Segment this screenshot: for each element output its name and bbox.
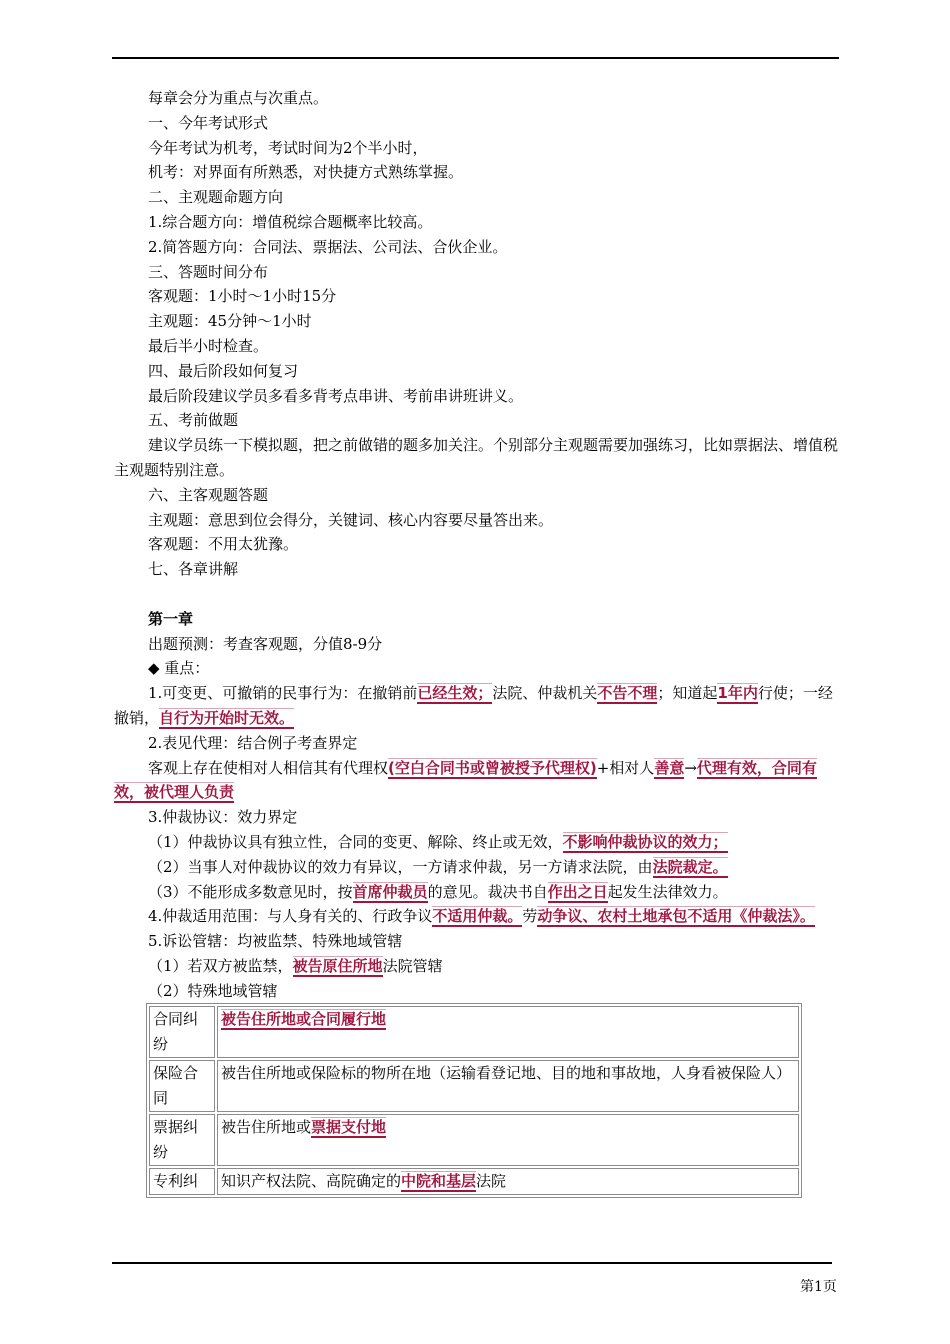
section-6-title: 六、主客观题答题 [148, 485, 269, 504]
table-cell-value: 被告住所地或保险标的物所在地（运输看登记地、目的地和事故地，人身看被保险人） [217, 1060, 799, 1112]
section-3-line: 主观题：45分钟～1小时 [148, 312, 312, 331]
text-run: （2）当事人对仲裁协议的效力有异议，一方请求仲裁，另一方请求法院，由 [148, 857, 653, 876]
text-run: （1）若双方被监禁， [148, 956, 293, 975]
key-point-2-title: 2.表见代理：结合例子考查界定 [148, 733, 358, 752]
spacer [114, 582, 838, 607]
chapter-1-prediction: 出题预测：考查客观题，分值8-9分 [148, 634, 383, 653]
highlight-text: 被告原住所地 [292, 956, 383, 975]
chapter-1-title: 第一章 [148, 609, 194, 628]
table-row [149, 1060, 799, 1112]
highlight-text: 作出之日 [547, 882, 608, 901]
text-run: 4.仲裁适用范围：与人身有关的、行政争议 [148, 907, 433, 926]
section-2-title: 二、主观题命题方向 [148, 188, 284, 207]
table-cell-value [217, 1006, 799, 1058]
key-point-1 [114, 681, 838, 731]
section-1-line: 机考：对界面有所熟悉，对快捷方式熟练掌握。 [148, 163, 464, 182]
page-number: 第1页 [800, 1279, 837, 1295]
section-3-title: 三、答题时间分布 [148, 262, 269, 281]
text-run: （1）仲裁协议具有独立性，合同的变更、解除、终止或无效， [148, 832, 563, 851]
key-point-3-title: 3.仲裁协议：效力界定 [148, 808, 298, 827]
text-run: 知识产权法院、高院确定的 [221, 1172, 402, 1191]
section-4-title: 四、最后阶段如何复习 [148, 361, 299, 380]
table-row [149, 1114, 799, 1166]
table-cell-key: 票据纠纷 [149, 1114, 215, 1166]
section-5-title: 五、考前做题 [148, 411, 239, 430]
section-2-line: 2.简答题方向：合同法、票据法、公司法、合伙企业。 [148, 237, 508, 256]
table-cell-key: 专利纠 [149, 1168, 215, 1195]
key-point-5-item: （2）特殊地域管辖 [148, 981, 278, 1000]
highlight-text: (空白合同书或曾被授予代理权) [388, 758, 597, 777]
highlight-text: 首席仲裁员 [352, 882, 428, 901]
table-cell-key: 合同纠纷 [149, 1006, 215, 1058]
section-4-line: 最后阶段建议学员多看多背考点串讲、考前串讲班讲义。 [148, 386, 524, 405]
key-point-3-item [114, 880, 838, 905]
key-point-3-item [114, 855, 838, 880]
section-2-line: 1.综合题方向：增值税综合题概率比较高。 [148, 212, 433, 231]
text-run: （3）不能形成多数意见时，按 [148, 882, 353, 901]
text-run: 的意见。裁决书自 [427, 882, 548, 901]
table-cell-key: 保险合同 [149, 1060, 215, 1112]
section-1-line: 今年考试为机考，考试时间为2个半小时， [148, 138, 428, 157]
intro-text: 每章会分为重点与次重点。 [148, 89, 329, 107]
text-run: 起发生法律效力。 [607, 882, 728, 901]
text-run: 法院、仲裁机关 [492, 684, 598, 703]
key-point-2 [114, 756, 838, 806]
text-run: 1.可变更、可撤销的民事行为：在撤销前 [148, 684, 418, 703]
highlight-text: 票据支付地 [311, 1118, 387, 1137]
header-rule [112, 57, 839, 59]
key-point-4 [114, 904, 838, 929]
text-run: 法院 [476, 1172, 507, 1191]
text-run: 客观上存在使相对人相信其有代理权 [148, 758, 389, 777]
highlight-text: 不适用仲裁。 [432, 907, 523, 926]
highlight-text: 被告住所地或合同履行地 [221, 1010, 387, 1029]
arrow-glyph: → [684, 758, 697, 777]
highlight-text: 法院裁定。 [652, 857, 728, 876]
highlight-text: 已经生效； [417, 684, 493, 703]
text-run: ；知道起 [657, 684, 718, 703]
highlight-text: 代理有效，合同有效，被代理人负责 [114, 758, 817, 802]
section-5-line: 建议学员练一下模拟题，把之前做错的题多加关注。个别部分主观题需要加强练习，比如票据法、增值税主观题特别注意。 [114, 436, 839, 479]
highlight-text: 中院和基层 [401, 1172, 477, 1191]
section-6-line: 客观题：不用太犹豫。 [148, 535, 299, 554]
section-1-title: 一、今年考试形式 [148, 113, 269, 132]
text-run: +相对人 [596, 758, 655, 777]
text-run: 法院管辖 [382, 956, 443, 975]
jurisdiction-table [146, 1003, 802, 1198]
highlight-text: 不影响仲裁协议的效力； [562, 832, 728, 851]
table-row [149, 1006, 799, 1058]
key-point-5-title: 5.诉讼管辖：均被监禁、特殊地域管辖 [148, 932, 403, 951]
text-run: 行使；一经撤销， [114, 684, 833, 727]
table-row [149, 1168, 799, 1195]
key-point-3-item [114, 830, 838, 855]
highlight-text: 动争议、农村土地承包不适用《仲裁法》。 [537, 907, 815, 926]
highlight-text: 不告不理 [597, 684, 658, 703]
highlight-text: 善意 [654, 758, 685, 777]
table-cell-value [217, 1114, 799, 1166]
chapter-1-key-heading: ◆ 重点： [148, 659, 210, 678]
highlight-text: 自行为开始时无效。 [159, 708, 295, 727]
section-3-line: 最后半小时检查。 [148, 336, 269, 355]
key-point-5-item [114, 954, 838, 979]
section-3-line: 客观题：1小时～1小时15分 [148, 287, 337, 306]
table-cell-value [217, 1168, 799, 1195]
text-run: 被告住所地或 [221, 1118, 312, 1137]
section-7-title: 七、各章讲解 [148, 560, 239, 579]
footer-rule [112, 1262, 832, 1264]
document-body [114, 86, 838, 1198]
highlight-text: 1年内 [717, 684, 758, 703]
text-run: 劳 [522, 907, 538, 926]
section-6-line: 主观题：意思到位会得分，关键词、核心内容要尽量答出来。 [148, 510, 554, 529]
